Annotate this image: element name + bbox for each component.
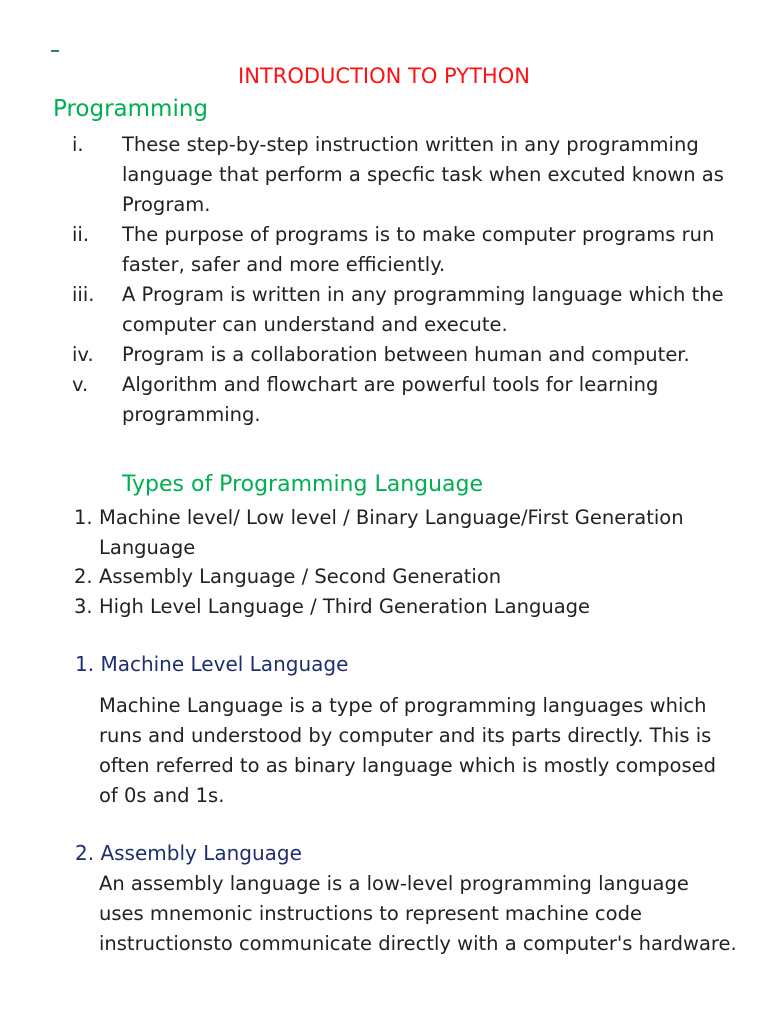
list-item-text: High Level Language / Third Generation Language <box>99 594 591 618</box>
list-marker: 3. <box>74 594 93 618</box>
list-item-text: Machine level/ Low level / Binary Language/First Generation Language <box>99 506 684 559</box>
list-item-text: The purpose of programs is to make computer programs run faster, safer and more efficiently. <box>122 223 715 276</box>
assembly-paragraph: An assembly language is a low-level programming language uses mnemonic instructions to represent machine code instructionsto communicate directly with a computer's hardware. <box>99 872 737 955</box>
document-title: INTRODUCTION TO PYTHON <box>238 64 530 88</box>
list-item: iii. A Program is written in any programming language which the computer can understand and execute. <box>72 283 724 336</box>
assembly-heading: 2. Assembly Language <box>75 841 302 865</box>
types-list <box>0 503 768 621</box>
list-item-text: A Program is written in any programming language which the computer can understand and execute. <box>122 283 724 336</box>
list-marker: 1. <box>74 506 93 529</box>
list-item: i. These step-by-step instruction written in any programming language that perform a specfic task when excuted known as Program. <box>72 133 724 216</box>
list-item <box>0 592 768 622</box>
list-item <box>0 562 768 592</box>
machine-level-heading: 1. Machine Level Language <box>75 652 349 676</box>
list-item: iv. Program is a collaboration between human and computer. <box>72 343 690 366</box>
types-heading: Types of Programming Language <box>122 472 484 497</box>
list-item: ii. The purpose of programs is to make computer programs run faster, safer and more efficiently. <box>72 223 715 276</box>
margin-mark <box>51 50 59 52</box>
list-item-text: Algorithm and flowchart are powerful tools for learning programming. <box>122 373 659 426</box>
list-item: v. Algorithm and flowchart are powerful tools for learning programming. <box>72 373 659 426</box>
programming-heading: Programming <box>53 96 209 122</box>
list-marker: 2. <box>74 565 93 588</box>
machine-level-paragraph: Machine Language is a type of programming languages which runs and understood by computer and its parts directly. This is often referred to as binary language which is mostly composed of 0s and 1s. <box>99 694 717 807</box>
list-item <box>0 503 768 562</box>
programming-list <box>0 130 768 430</box>
list-item-text: Program is a collaboration between human and computer. <box>122 343 690 366</box>
list-item-text: These step-by-step instruction written in any programming language that perform a specfic task when excuted known as Program. <box>122 133 724 216</box>
list-item-text: Assembly Language / Second Generation <box>99 565 502 588</box>
